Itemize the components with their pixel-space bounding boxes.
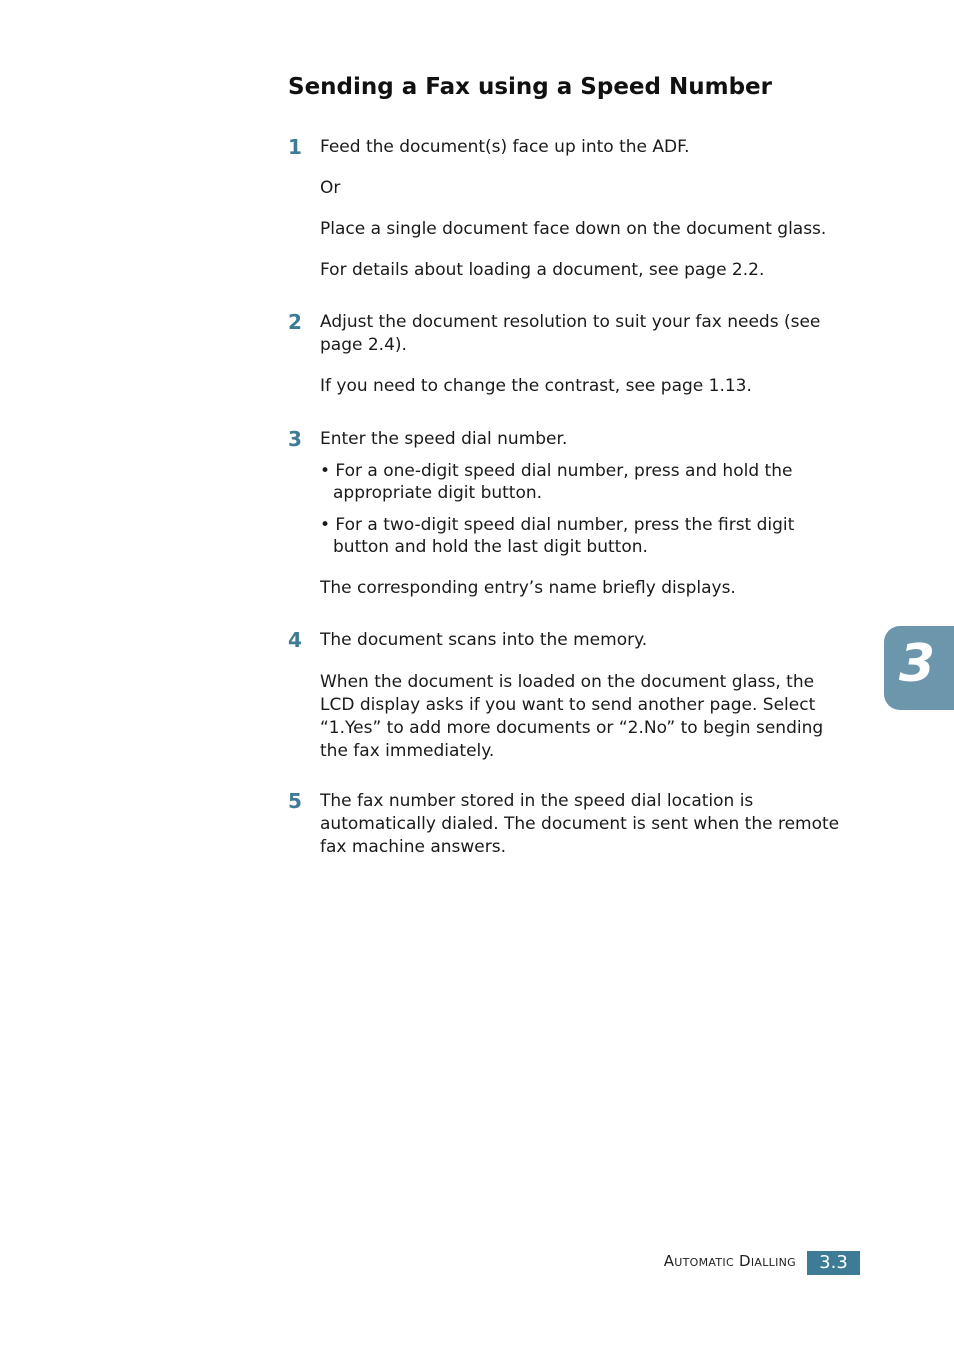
page-title: Sending a Fax using a Speed Number (288, 74, 772, 100)
step-number-4: 4 (288, 628, 302, 652)
step-3-bullet-1: • For a one-digit speed dial number, press and hold the appropriate digit button. (320, 461, 793, 503)
step-number-5: 5 (288, 789, 302, 813)
step-3-text: Enter the speed dial number. (320, 429, 568, 449)
step-4-details: When the document is loaded on the document glass, the LCD display asks if you want to send another page. Select “1.Yes” to add more documents or “2.No” to begin sending the fax immediately. (320, 672, 824, 761)
step-1-text: Feed the document(s) face up into the ADF. (320, 137, 690, 157)
footer-page-number: 3.3 (807, 1251, 860, 1275)
step-number-3: 3 (288, 427, 302, 451)
chapter-tab (884, 626, 954, 710)
step-number-2: 2 (288, 310, 302, 334)
footer-section-title: Automatic Dialling (663, 1252, 796, 1270)
step-1-details: For details about loading a document, see page 2.2. (320, 260, 765, 280)
step-3-after: The corresponding entry’s name briefly displays. (320, 578, 736, 598)
chapter-number: 3 (898, 634, 936, 694)
step-3-bullet-2: • For a two-digit speed dial number, press the first digit button and hold the last digit button. (320, 515, 795, 557)
step-1-or: Or (320, 178, 341, 198)
step-number-1: 1 (288, 135, 302, 159)
step-4-text: The document scans into the memory. (320, 630, 648, 650)
step-2-text: Adjust the document resolution to suit your fax needs (see page 2.4). (320, 312, 821, 355)
step-5-text: The fax number stored in the speed dial location is automatically dialed. The document is sent when the remote fax machine answers. (320, 791, 840, 857)
step-1-alt-text: Place a single document face down on the document glass. (320, 219, 827, 239)
step-2-contrast: If you need to change the contrast, see page 1.13. (320, 376, 752, 396)
